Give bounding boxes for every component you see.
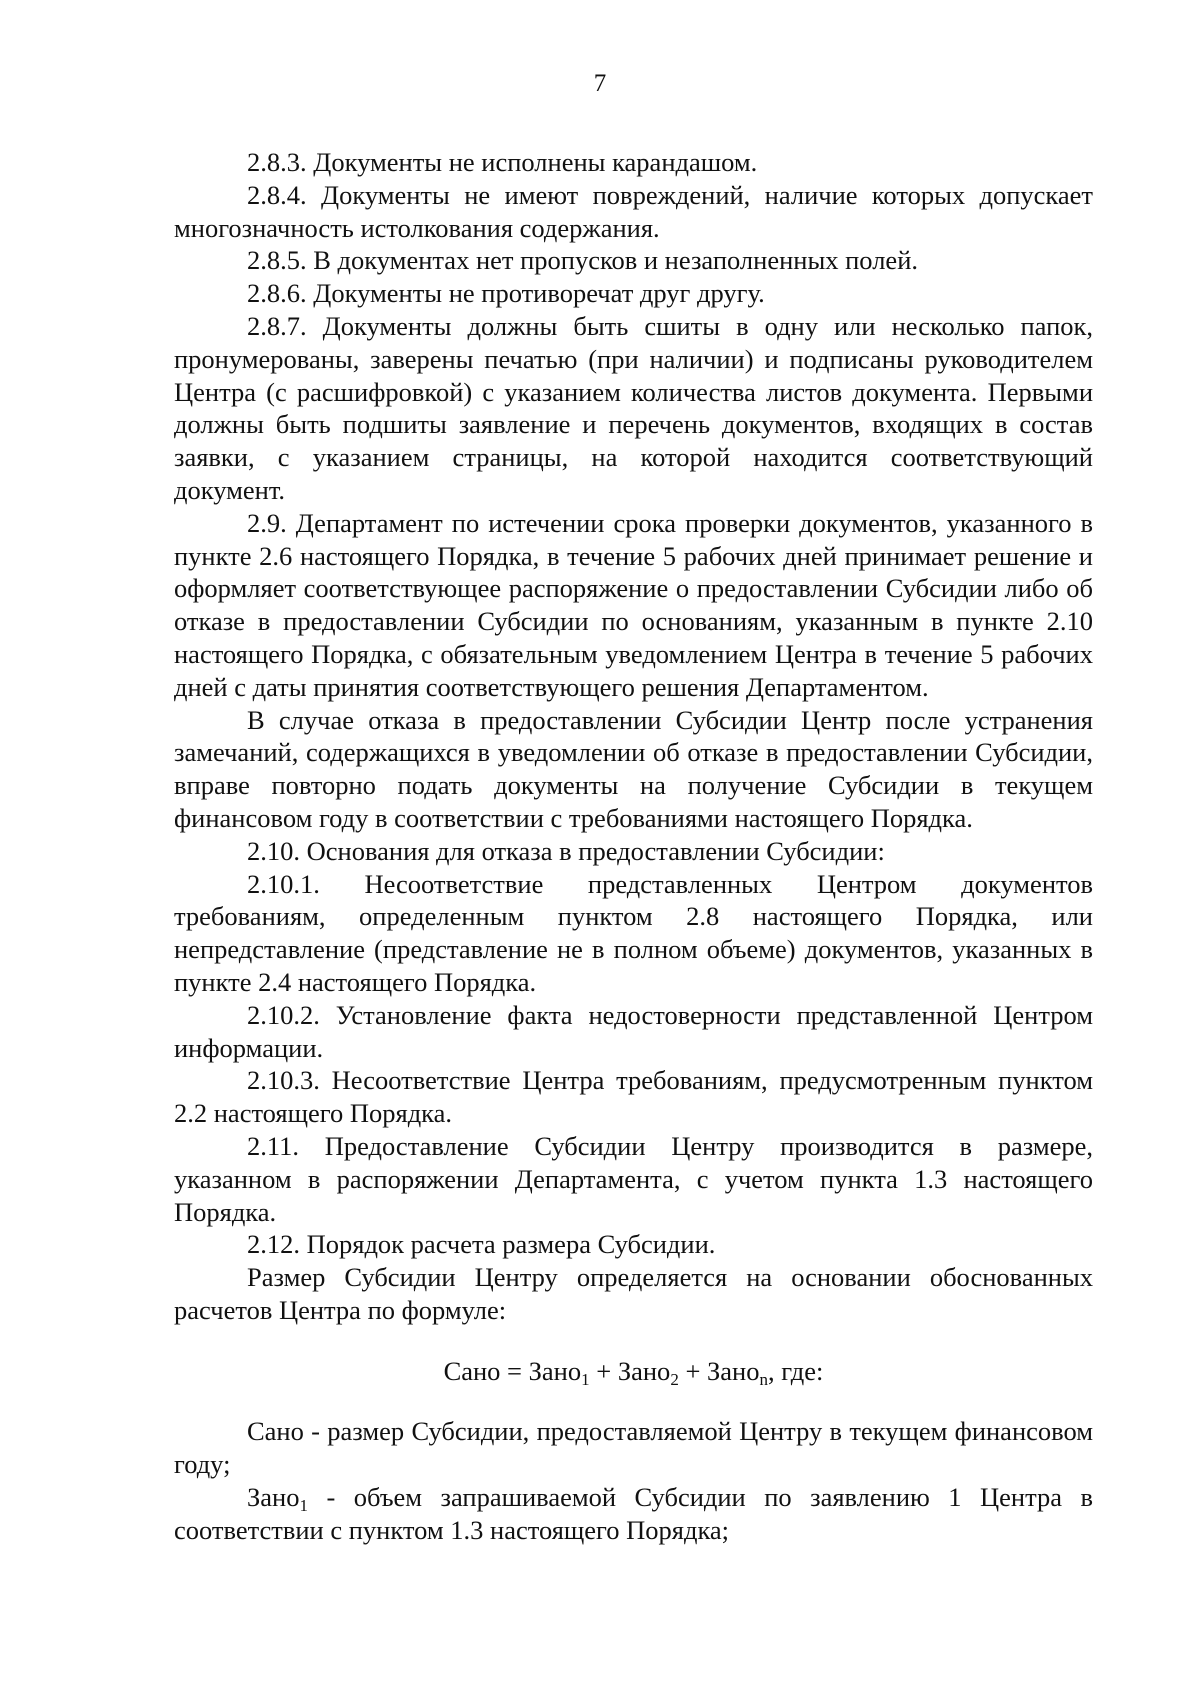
subsidy-formula [174, 1355, 1093, 1388]
paragraph-2-8-4: 2.8.4. Документы не имеют повреждений, наличие которых допускает многозначность истолкования содержания. [174, 179, 1093, 243]
paragraph-2-11: 2.11. Предоставление Субсидии Центру производится в размере, указанном в распоряжении Департамента, с учетом пункта 1.3 настоящего Порядка. [174, 1130, 1093, 1227]
formula-lhs: Сано = [443, 1355, 529, 1386]
paragraph-2-10-3: 2.10.3. Несоответствие Центра требованиям, предусмотренным пунктом 2.2 настоящего Порядка. [174, 1065, 1093, 1129]
formula-sub-1: 1 [581, 1369, 590, 1389]
paragraph-2-10: 2.10. Основания для отказа в предоставлении Субсидии: [247, 835, 885, 866]
paragraph-2-12: 2.12. Порядок расчета размера Субсидии. [247, 1229, 716, 1260]
page-number: 7 [593, 70, 607, 97]
definition-zano-1-sub: 1 [299, 1496, 308, 1516]
formula-term-1: Зано [528, 1355, 582, 1386]
document-body [174, 146, 1093, 1547]
formula-term-2: Зано [617, 1355, 671, 1386]
paragraph-2-8-7: 2.8.7. Документы должны быть сшиты в одну или несколько папок, пронумерованы, заверены печатью (при наличии) и подписаны руководителем Центра (с расшифровкой) с указанием количества листов документа. Первыми должны быть подшиты заявление и перечень документов, входящих в состав заявки, с указанием страницы, на которой находится соответствующий документ. [174, 310, 1093, 505]
paragraph-2-8-3: 2.8.3. Документы не исполнены карандашом. [247, 147, 758, 177]
definition-zano-1-term: Зано [247, 1482, 300, 1513]
paragraph-subsidy-size: Размер Субсидии Центру определяется на основании обоснованных расчетов Центра по формуле: [174, 1262, 1093, 1325]
definition-zano-1 [174, 1481, 1093, 1547]
formula-plus-1: + [589, 1355, 618, 1386]
formula-sub-n: n [759, 1369, 768, 1389]
paragraph-2-8-6: 2.8.6. Документы не противоречат друг другу. [247, 278, 765, 309]
paragraph-2-10-1: 2.10.1. Несоответствие представленных Центром документов требованиям, определенным пунктом 2.8 настоящего Порядка, или непредставление (представление не в полном объеме) документов, указанных в пункте 2.4 настоящего Порядка. [174, 868, 1093, 997]
formula-term-n: Зано [707, 1355, 760, 1386]
paragraph-2-10-2: 2.10.2. Установление факта недостоверности представленной Центром информации. [174, 999, 1093, 1063]
definition-sano: Сано - размер Субсидии, предоставляемой Центру в текущем финансовом году; [174, 1416, 1093, 1480]
formula-sub-2: 2 [670, 1369, 679, 1389]
formula-plus-2: + [678, 1355, 708, 1386]
formula-tail: , где: [768, 1355, 824, 1386]
paragraph-refusal-case: В случае отказа в предоставлении Субсидии Центр после устранения замечаний, содержащихся в уведомлении об отказе в предоставлении Субсидии, вправе повторно подать документы на получение Субсидии в текущем финансовом году в соответствии с требованиями настоящего Порядка. [174, 704, 1093, 833]
paragraph-2-9: 2.9. Департамент по истечении срока проверки документов, указанного в пункте 2.6 настоящего Порядка, в течение 5 рабочих дней принимает решение и оформляет соответствующее распоряжение о предоставлении Субсидии либо об отказе в предоставлении Субсидии по основаниям, указанным в пункте 2.10 настоящего Порядка, с обязательным уведомлением Центра в течение 5 рабочих дней с даты принятия соответствующего решения Департаментом. [174, 507, 1093, 702]
definition-zano-1-text: - объем запрашиваемой Субсидии по заявлению 1 Центра в соответствии с пунктом 1.3 настоящего Порядка; [174, 1482, 1093, 1545]
paragraph-2-8-5: 2.8.5. В документах нет пропусков и незаполненных полей. [247, 245, 919, 276]
